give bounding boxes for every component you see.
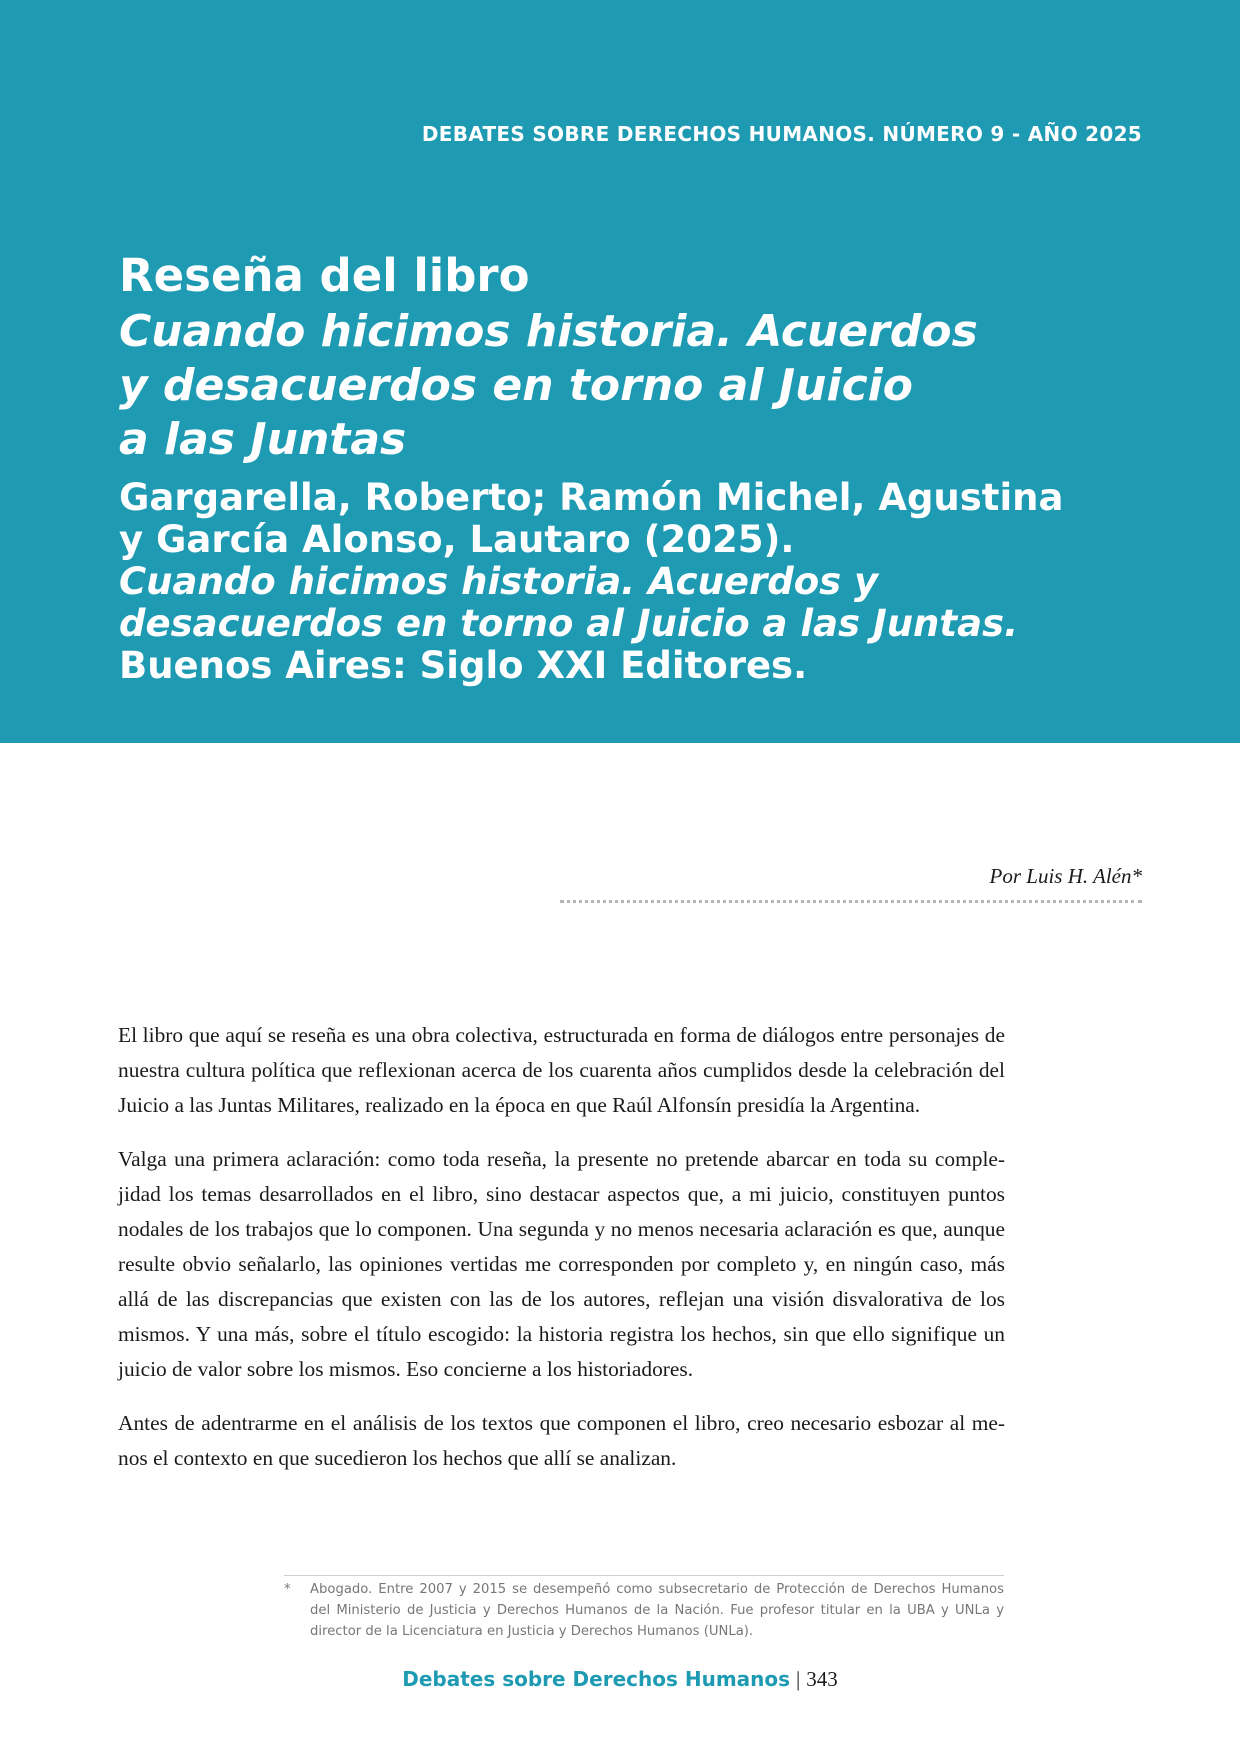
page-footer (0, 1667, 1240, 1692)
book-title-line: Cuando hicimos historia. Acuerdos (119, 306, 978, 357)
reference-line-italic: desacuerdos en torno al Juicio a las Juntas. (119, 602, 1019, 645)
reference-line: y García Alonso, Lautaro (2025). (119, 518, 795, 561)
footer-journal-name: Debates sobre Derechos Humanos (402, 1667, 791, 1691)
book-title (119, 305, 1159, 467)
body-paragraph: Valga una primera aclaración: como toda reseña, la presente no pretende abarcar en toda su complejidad los temas desarrollados en el libro, sino destacar aspectos que, a mi juicio, constituyen puntos nodales de los trabajos que lo componen. Una segunda y no menos necesaria aclaración es que, aunque resulte obvio señalarlo, las opiniones vertidas me corresponden por completo y, en ningún caso, más allá de las discrepancias que existen con las de los autores, reflejan una visión disvalorativa de los mismos. Y una más, sobre el título escogido: la historia registra los hechos, sin que ello signifique un juicio de valor sobre los mismos. Eso concierne a los historiadores. (118, 1147, 1005, 1381)
review-title: Reseña del libro (119, 249, 530, 302)
header-banner (0, 0, 1240, 743)
footnote-text: Abogado. Entre 2007 y 2015 se desempeñó como subsecretario de Protección de Derechos Humanos del Ministerio de Justicia y Derechos Humanos de la Nación. Fue profesor titular en la UBA y UNLa y director de la Licenciatura en Justicia y Derechos Humanos (UNLa). (310, 1582, 1004, 1639)
footnote-mark: * (284, 1582, 291, 1597)
page-number: 343 (806, 1667, 838, 1691)
body-paragraph: El libro que aquí se reseña es una obra colectiva, estructurada en forma de diálogos entre personajes de nuestra cultura política que reflexionan acerca de los cuarenta años cumplidos desde la celebración del Juicio a las Juntas Militares, realizado en la época en que Raúl Alfonsín presidía la Argentina. (118, 1023, 1005, 1117)
dotted-divider (560, 900, 1142, 903)
footnote-divider (284, 1575, 1004, 1576)
reference-line-italic: Cuando hicimos historia. Acuerdos y (119, 560, 879, 603)
author-byline: Por Luis H. Alén* (989, 864, 1142, 888)
body-paragraph: Antes de adentrarme en el análisis de los textos que componen el libro, creo necesario esbozar al menos el contexto en que sucedieron los hechos que allí se analizan. (118, 1411, 1005, 1470)
footer-separator: | (796, 1667, 801, 1691)
reference-line: Gargarella, Roberto; Ramón Michel, Agustina (119, 476, 1064, 519)
book-reference (119, 477, 1159, 687)
journal-issue-header: DEBATES SOBRE DERECHOS HUMANOS. NÚMERO 9 - AÑO 2025 (421, 122, 1142, 146)
book-title-line: y desacuerdos en torno al Juicio (119, 360, 913, 411)
title-block (119, 247, 1159, 687)
article-body (118, 1018, 1005, 1495)
reference-line: Buenos Aires: Siglo XXI Editores. (119, 644, 808, 687)
book-title-line: a las Juntas (119, 414, 407, 465)
footnote (284, 1579, 1004, 1642)
